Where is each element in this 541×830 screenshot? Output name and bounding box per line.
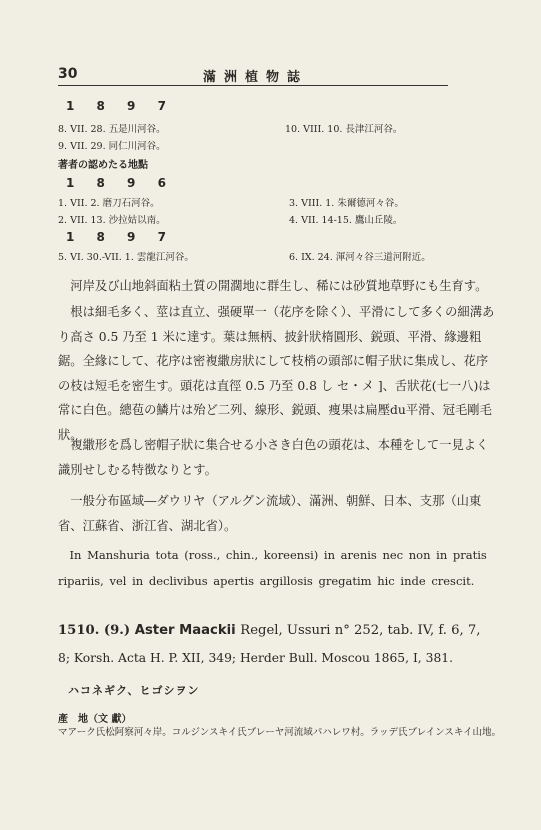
species-name: Aster Maackii: [134, 623, 236, 638]
locality-text: マアーク氏松阿察河々岸。コルジンスキイ氏ブレーヤ河流域パハレワ村。ラッデ氏ブレインスキイ山地。: [58, 727, 501, 738]
header-rule: [58, 85, 448, 86]
record-8: 8. VII. 28. 五是川河谷。: [58, 124, 166, 135]
species-references: 8; Korsh. Acta H. P. XII, 349; Herder Bull. Moscou 1865, I, 381.: [58, 651, 454, 665]
entry-number: 1510. (9.): [58, 623, 131, 638]
author-observed-heading: 著者の認めたる地點: [58, 160, 148, 171]
page-header: [58, 66, 448, 84]
record-2: 2. VII. 13. 沙拉姑以南。: [58, 215, 166, 226]
record-6: 6. IX. 24. 渾河々谷三道河附近。: [289, 252, 431, 263]
record-4: 4. VII. 14-15. 鷹山丘陵。: [289, 215, 403, 226]
record-5: 5. VI. 30.-VII. 1. 雲龍江河谷。: [58, 252, 194, 263]
running-title: 滿洲植物誌: [203, 70, 309, 85]
record-9: 9. VII. 29. 同仁川河谷。: [58, 141, 166, 152]
description-paragraph: 根は細毛多く、莖は直立、强硬單一（花序を除く）、平滑にして多くの細溝あり高さ 0.5 乃至 1 米に達す。葉は無柄、披針狀楕圓形、鋭頭、平滑、緣邊粗鋸。全緣にして、花序は密複繖房狀にして枝梢の頭部に帽子狀に集成し、花序の枝は短毛を密生す。頭花は直徑 0.5 乃至 0.8 し セ・メ ]、舌狀花(七一八)は常に白色。總苞の鱗片は殆ど二列、線形、鋭頭、痩果は扁壓du平滑、冠毛剛毛狀。: [58, 305, 495, 442]
species-author: Regel, Ussuri n° 252, tab. IV, f. 6, 7,: [240, 623, 481, 638]
record-10: 10. VIII. 10. 長津江河谷。: [285, 124, 403, 135]
year-heading-1897: 1 8 9 7: [66, 99, 175, 113]
japanese-name: ハコネギク、ヒゴシヲン: [68, 684, 200, 697]
habitat-paragraph: 河岸及び山地斜面粘土質の開濶地に群生し、稀には砂質地草野にも生育す。: [70, 279, 488, 293]
year-heading-1896: 1 8 9 6: [66, 176, 175, 190]
page-number: 30: [58, 66, 78, 82]
feature-paragraph: 複繖形を爲し密帽子狀に集合せる小さき白色の頭花は、本種をして一見よく識別せしむる特徴なりとす。: [58, 438, 489, 477]
species-entry-heading: [58, 623, 481, 638]
latin-paragraph: In Manshuria tota (ross., chin., koreensi) in arenis nec non in pratis ripariis, vel in declivibus apertis argillosis gregatim hic inde crescit.: [58, 548, 487, 588]
distribution-paragraph: 一般分布區域―ダウリヤ（アルグン流域）、滿洲、朝鮮、日本、支那（山東省、江蘇省、浙江省、湖北省）。: [58, 494, 482, 533]
record-1: 1. VII. 2. 磨刀石河谷。: [58, 198, 160, 209]
locality-heading: 產 地（文 獻）: [58, 714, 132, 725]
year-heading-1897b: 1 8 9 7: [66, 230, 175, 244]
record-3: 3. VIII. 1. 朱爾德河々谷。: [289, 198, 404, 209]
